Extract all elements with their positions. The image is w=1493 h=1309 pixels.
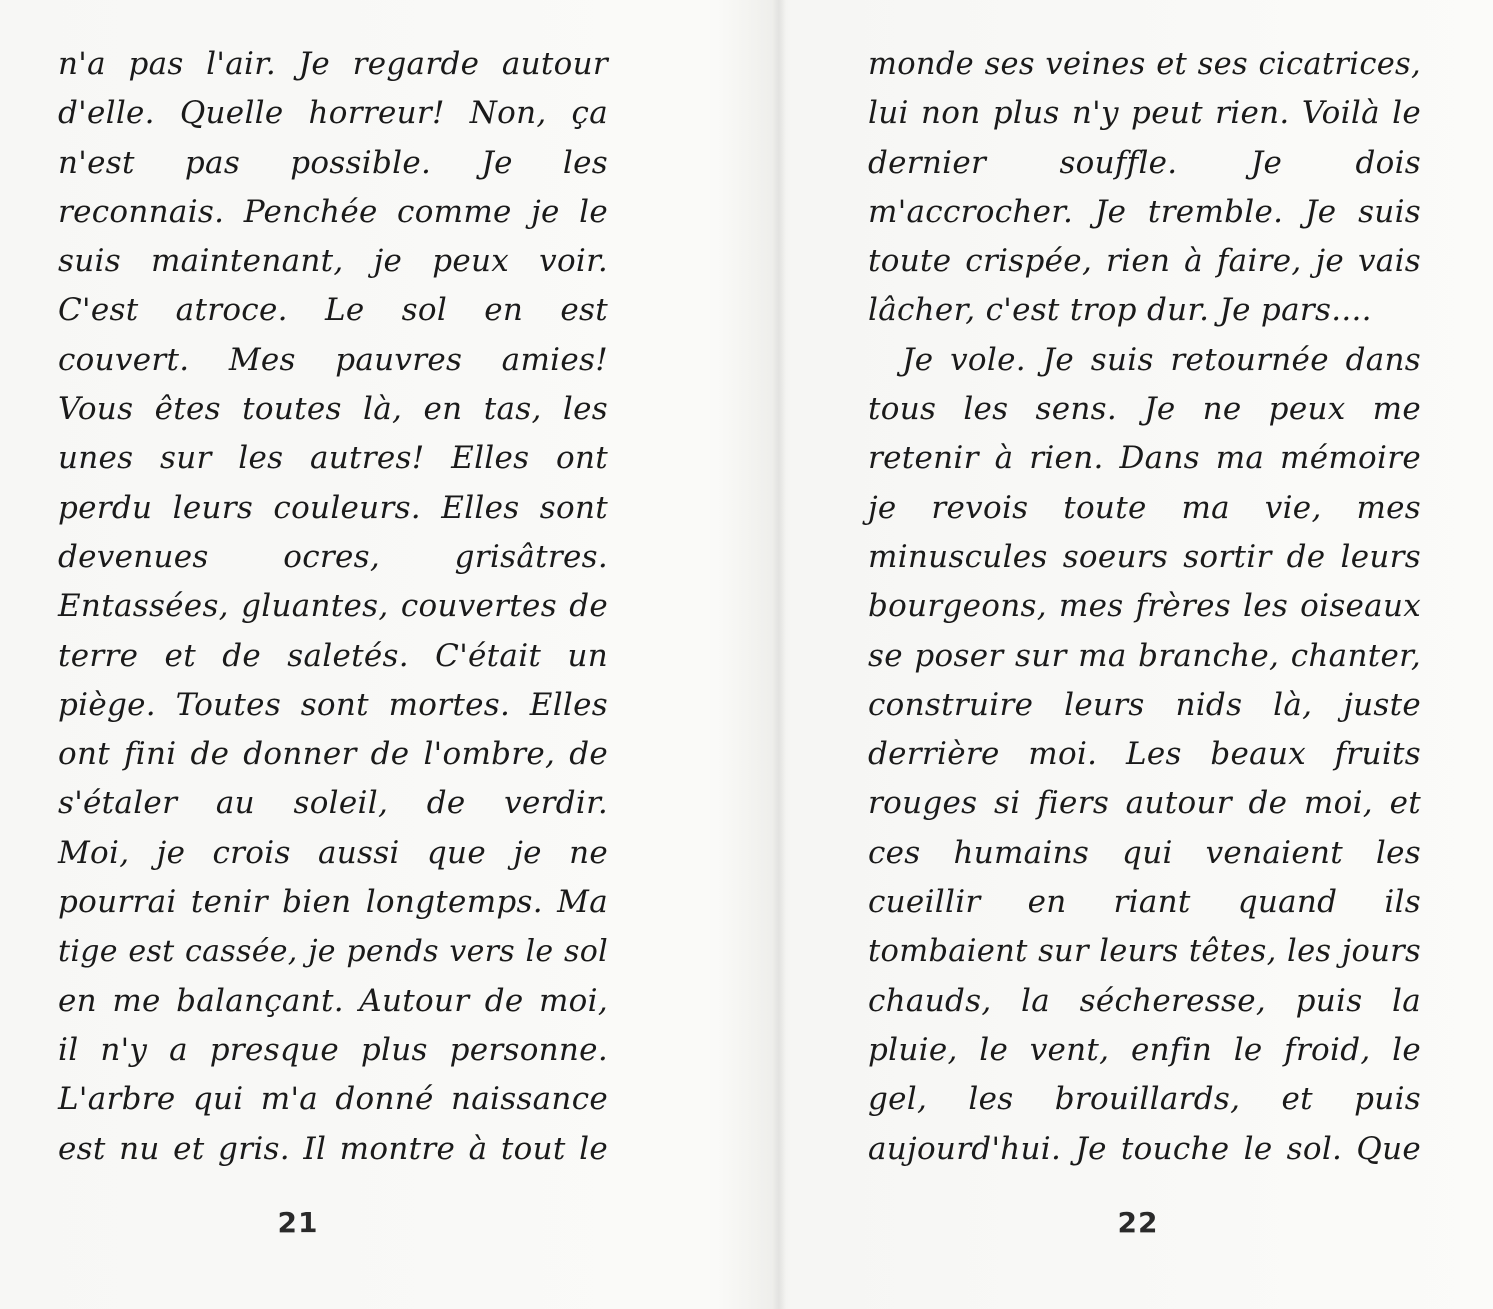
- text-line: lui non plus n'y peut rien. Voilà le: [868, 95, 1421, 132]
- text-line: pluie, le vent, enfin le froid, le: [868, 1031, 1421, 1068]
- page-number: 22: [1117, 1206, 1159, 1239]
- text-line: L'arbre qui m'a donné naissance: [58, 1081, 608, 1118]
- text-line: retenir à rien. Dans ma mémoire: [868, 440, 1421, 477]
- text-line: reconnais. Penchée comme je le: [58, 193, 608, 230]
- text-line: il n'y a presque plus personne.: [58, 1031, 608, 1068]
- text-line: piège. Toutes sont mortes. Elles: [58, 686, 608, 723]
- text-line: suis maintenant, je peux voir.: [58, 243, 608, 280]
- text-line: d'elle. Quelle horreur! Non, ça: [58, 95, 608, 132]
- text-line: couvert. Mes pauvres amies!: [58, 341, 608, 378]
- text-line: devenues ocres, grisâtres.: [58, 538, 608, 575]
- left-page-text: [58, 40, 608, 1174]
- text-line: je revois toute ma vie, mes: [868, 489, 1421, 526]
- text-line: m'accrocher. Je tremble. Je suis: [868, 193, 1421, 230]
- text-line: perdu leurs couleurs. Elles sont: [58, 489, 608, 526]
- text-line: n'a pas l'air. Je regarde autour: [58, 46, 608, 82]
- text-line: n'est pas possible. Je les: [58, 144, 608, 181]
- text-line: tous les sens. Je ne peux me: [868, 391, 1421, 428]
- text-line: Je vole. Je suis retournée dans: [902, 341, 1421, 378]
- text-line: pourrai tenir bien longtemps. Ma: [58, 884, 608, 921]
- right-page-text: [868, 40, 1421, 1174]
- text-line: aujourd'hui. Je touche le sol. Que: [868, 1130, 1421, 1167]
- page-number: 21: [277, 1206, 319, 1239]
- text-line: en me balançant. Autour de moi,: [58, 982, 608, 1019]
- text-line: Vous êtes toutes là, en tas, les: [58, 391, 608, 428]
- text-line: minuscules soeurs sortir de leurs: [868, 538, 1421, 575]
- text-line: gel, les brouillards, et puis: [868, 1081, 1421, 1118]
- text-line: Moi, je crois aussi que je ne: [58, 834, 608, 871]
- text-line: tige est cassée, je pends vers le sol: [58, 934, 608, 970]
- text-line: Entassées, gluantes, couvertes de: [58, 588, 608, 625]
- text-line: C'est atroce. Le sol en est: [58, 292, 608, 329]
- text-line: ont fini de donner de l'ombre, de: [58, 736, 608, 773]
- text-line: derrière moi. Les beaux fruits: [868, 736, 1421, 773]
- text-line: monde ses veines et ses cicatrices,: [868, 47, 1421, 82]
- text-line: rouges si fiers autour de moi, et: [868, 785, 1421, 822]
- text-line: est nu et gris. Il montre à tout le: [58, 1130, 608, 1167]
- text-line: dernier souffle. Je dois: [868, 144, 1421, 181]
- text-line: cueillir en riant quand ils: [868, 884, 1421, 921]
- text-line: se poser sur ma branche, chanter,: [868, 637, 1421, 674]
- text-line: toute crispée, rien à faire, je vais: [868, 243, 1421, 280]
- text-line: s'étaler au soleil, de verdir.: [58, 785, 608, 822]
- text-line: unes sur les autres! Elles ont: [58, 440, 608, 477]
- text-line: tombaient sur leurs têtes, les jours: [868, 934, 1421, 970]
- text-line: lâcher, c'est trop dur. Je pars....: [868, 292, 1372, 329]
- text-line: bourgeons, mes frères les oiseaux: [868, 588, 1421, 625]
- text-line: terre et de saletés. C'était un: [58, 637, 608, 674]
- book-gutter: [772, 0, 786, 1309]
- text-line: chauds, la sécheresse, puis la: [868, 982, 1421, 1019]
- text-line: construire leurs nids là, juste: [868, 686, 1421, 723]
- text-line: ces humains qui venaient les: [868, 834, 1421, 871]
